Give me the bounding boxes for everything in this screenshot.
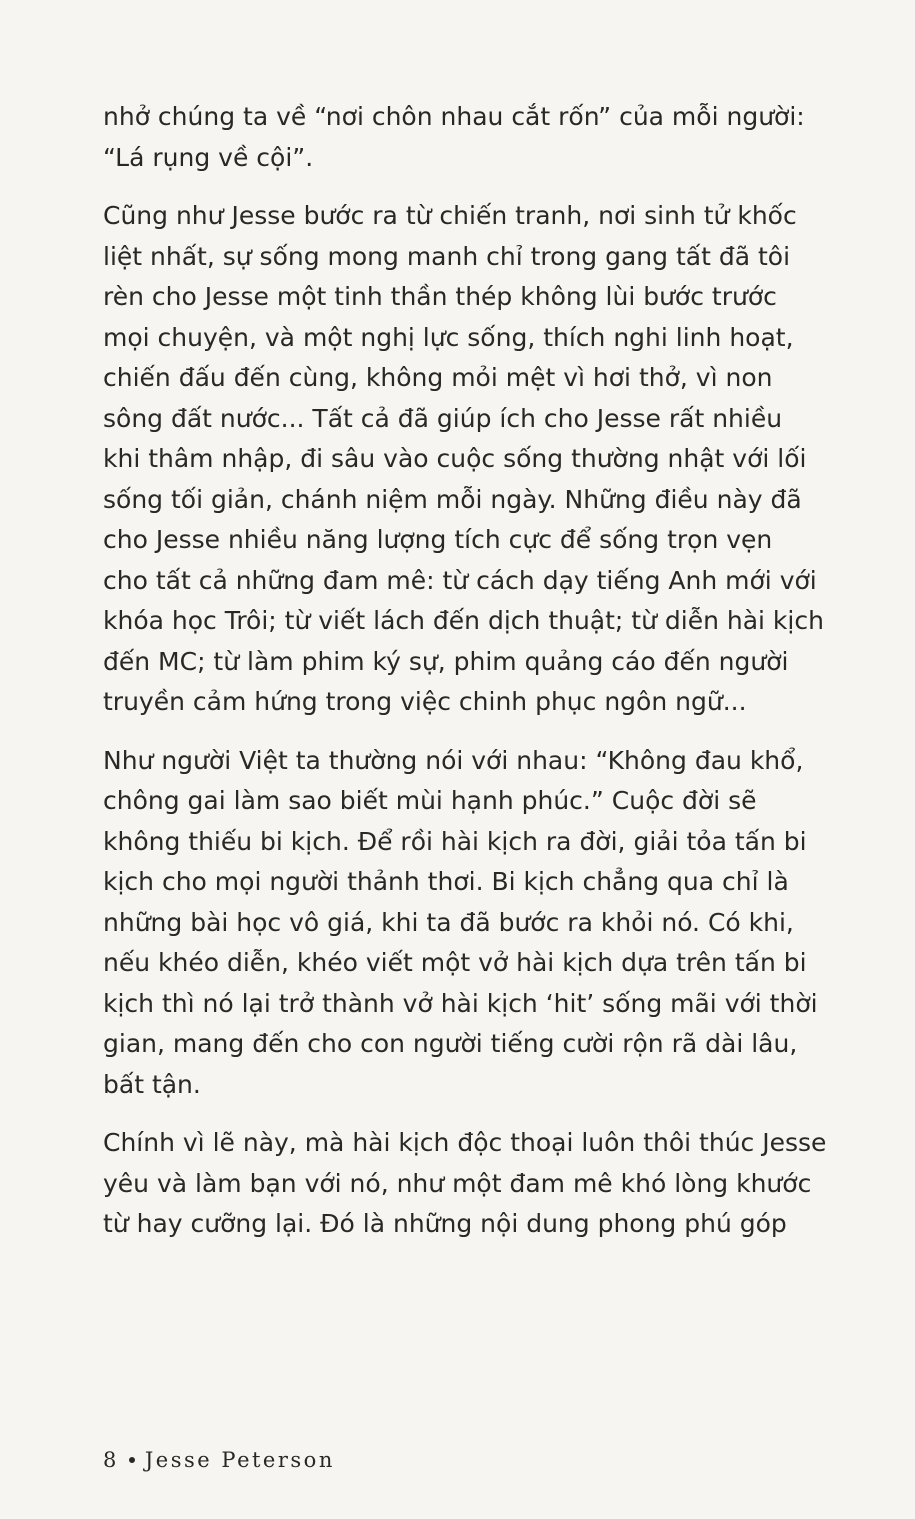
text-line: cho Jesse nhiều năng lượng tích cực để sống trọn vẹn	[103, 525, 773, 554]
text-line: Cũng như Jesse bước ra từ chiến tranh, nơi sinh tử khốc	[103, 201, 797, 230]
text-line: sống tối giản, chánh niệm mỗi ngày. Những điều này đã	[103, 484, 802, 514]
page-number: 8	[103, 1448, 119, 1472]
paragraph-1	[103, 97, 863, 178]
text-line: yêu và làm bạn với nó, như một đam mê khó lòng khước	[103, 1168, 812, 1198]
text-line: kịch cho mọi người thảnh thơi. Bi kịch chẳng qua chỉ là	[103, 867, 789, 896]
text-line: kịch thì nó lại trở thành vở hài kịch ‘hit’ sống mãi với thời	[103, 988, 818, 1018]
text-line: Chính vì lẽ này, mà hài kịch độc thoại luôn thôi thúc Jesse	[103, 1128, 827, 1157]
paragraph-4	[103, 1123, 863, 1245]
text-line: bất tận.	[103, 1069, 201, 1099]
text-line: khóa học Trôi; từ viết lách đến dịch thuật; từ diễn hài kịch	[103, 606, 824, 635]
text-line: không thiếu bi kịch. Để rồi hài kịch ra đời, giải tỏa tấn bi	[103, 826, 807, 856]
author-name: Jesse Peterson	[144, 1448, 335, 1472]
bullet-separator	[129, 1457, 135, 1463]
text-line: chông gai làm sao biết mùi hạnh phúc.” Cuộc đời sẽ	[103, 786, 757, 815]
text-line: rèn cho Jesse một tinh thần thép không lùi bước trước	[103, 282, 777, 311]
text-line: “Lá rụng về cội”.	[103, 142, 314, 172]
text-line: cho tất cả những đam mê: từ cách dạy tiếng Anh mới với	[103, 565, 817, 595]
text-line: chiến đấu đến cùng, không mỏi mệt vì hơi thở, vì non	[103, 363, 773, 392]
text-line: liệt nhất, sự sống mong manh chỉ trong gang tất đã tôi	[103, 241, 791, 271]
page-footer	[103, 1448, 335, 1472]
body-text	[103, 97, 863, 1263]
text-line: mọi chuyện, và một nghị lực sống, thích nghi linh hoạt,	[103, 322, 794, 352]
text-line: những bài học vô giá, khi ta đã bước ra khỏi nó. Có khi,	[103, 907, 794, 937]
text-line: truyền cảm hứng trong việc chinh phục ngôn ngữ...	[103, 687, 747, 716]
text-line: sông đất nước... Tất cả đã giúp ích cho Jesse rất nhiều	[103, 403, 783, 433]
text-line: gian, mang đến cho con người tiếng cười rộn rã dài lâu,	[103, 1029, 798, 1058]
text-line: Như người Việt ta thường nói với nhau: “Không đau khổ,	[103, 745, 804, 775]
text-line: khi thâm nhập, đi sâu vào cuộc sống thường nhật với lối	[103, 444, 807, 473]
text-line: đến MC; từ làm phim ký sự, phim quảng cáo đến người	[103, 646, 789, 676]
text-line: từ hay cưỡng lại. Đó là những nội dung phong phú góp	[103, 1209, 787, 1238]
text-line: nhở chúng ta về “nơi chôn nhau cắt rốn” của mỗi người:	[103, 102, 805, 131]
paragraph-2	[103, 196, 863, 723]
paragraph-3	[103, 741, 863, 1106]
text-line: nếu khéo diễn, khéo viết một vở hài kịch dựa trên tấn bi	[103, 948, 807, 977]
